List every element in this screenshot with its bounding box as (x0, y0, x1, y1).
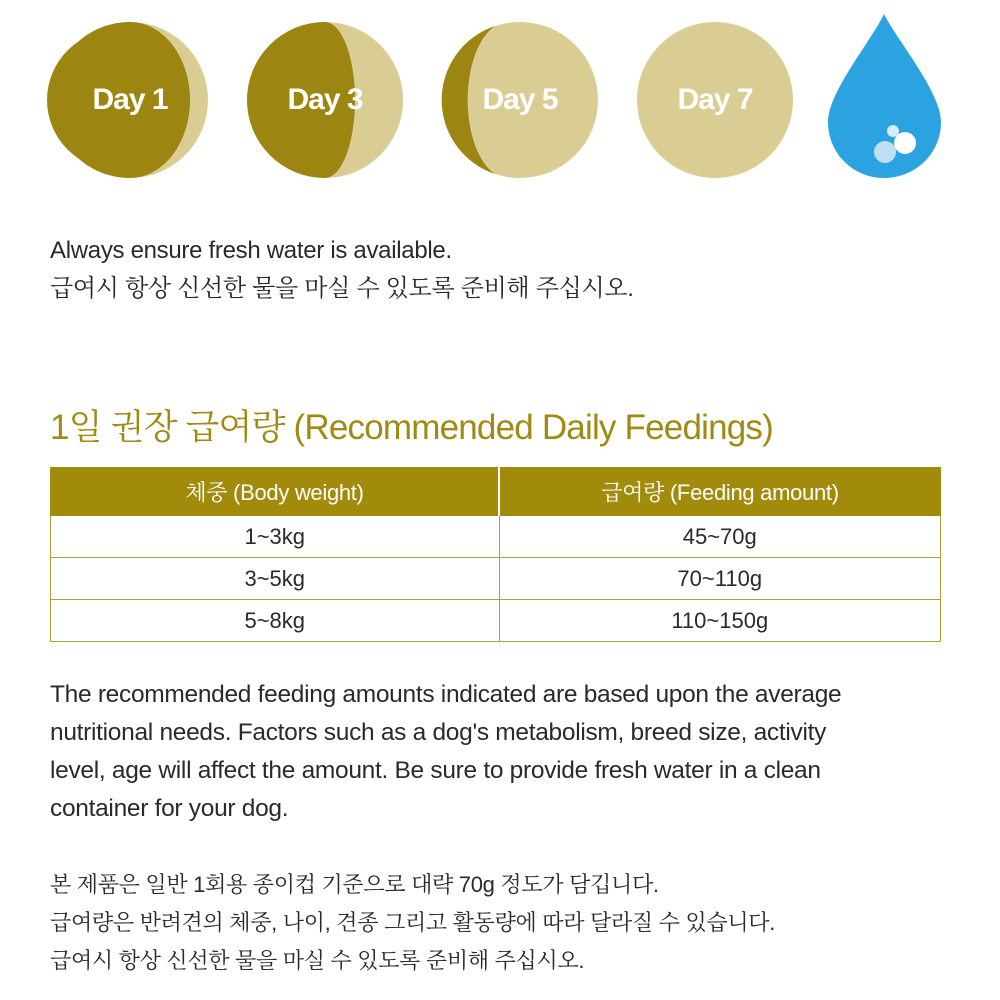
day-7-circle (630, 15, 800, 185)
table-row (51, 600, 941, 642)
weight-cell: 1~3kg (51, 516, 500, 558)
note-line: nutritional needs. Factors such as a dog's metabolism, breed size, activity (50, 719, 827, 746)
amount-cell: 45~70g (499, 516, 941, 558)
water-notice (50, 232, 634, 308)
water-notice-ko: 급여시 항상 신선한 물을 마실 수 있도록 준비해 주십시오. (50, 275, 634, 302)
feeding-note-en (50, 676, 945, 828)
day-5-label: Day 5 (482, 83, 558, 116)
amount-cell: 110~150g (499, 600, 941, 642)
water-notice-en: Always ensure fresh water is available. (50, 237, 452, 264)
note-line: The recommended feeding amounts indicated are based upon the average (50, 681, 842, 708)
korean-line: 급여량은 반려견의 체중, 나이, 견종 그리고 활동량에 따라 달라질 수 있습니다. (50, 910, 776, 935)
section-title: 1일 권장 급여량 (Recommended Daily Feedings) (50, 408, 773, 447)
day-3-circle (240, 15, 410, 185)
note-line: container for your dog. (50, 795, 289, 822)
water-drop-icon (822, 10, 947, 182)
korean-line: 본 제품은 일반 1회용 종이컵 기준으로 대략 70g 정도가 담깁니다. (50, 872, 659, 897)
day-7-label: Day 7 (677, 83, 753, 116)
day-1-circle (45, 15, 215, 185)
note-line: level, age will affect the amount. Be sure to provide fresh water in a clean (50, 757, 821, 784)
header-feeding-amount: 급여량 (Feeding amount) (499, 468, 941, 516)
day-1-label: Day 1 (92, 83, 168, 116)
amount-cell: 70~110g (499, 558, 941, 600)
table-row (51, 558, 941, 600)
feeding-table-header (51, 468, 941, 516)
day-3-label: Day 3 (287, 83, 363, 116)
day-5-circle (435, 15, 605, 185)
soaking-days-row (0, 0, 1000, 200)
feeding-table (50, 467, 941, 642)
feeding-note-ko (50, 866, 775, 980)
korean-line: 급여시 항상 신선한 물을 마실 수 있도록 준비해 주십시오. (50, 948, 585, 973)
weight-cell: 3~5kg (51, 558, 500, 600)
table-row (51, 516, 941, 558)
weight-cell: 5~8kg (51, 600, 500, 642)
header-body-weight: 체중 (Body weight) (51, 468, 500, 516)
